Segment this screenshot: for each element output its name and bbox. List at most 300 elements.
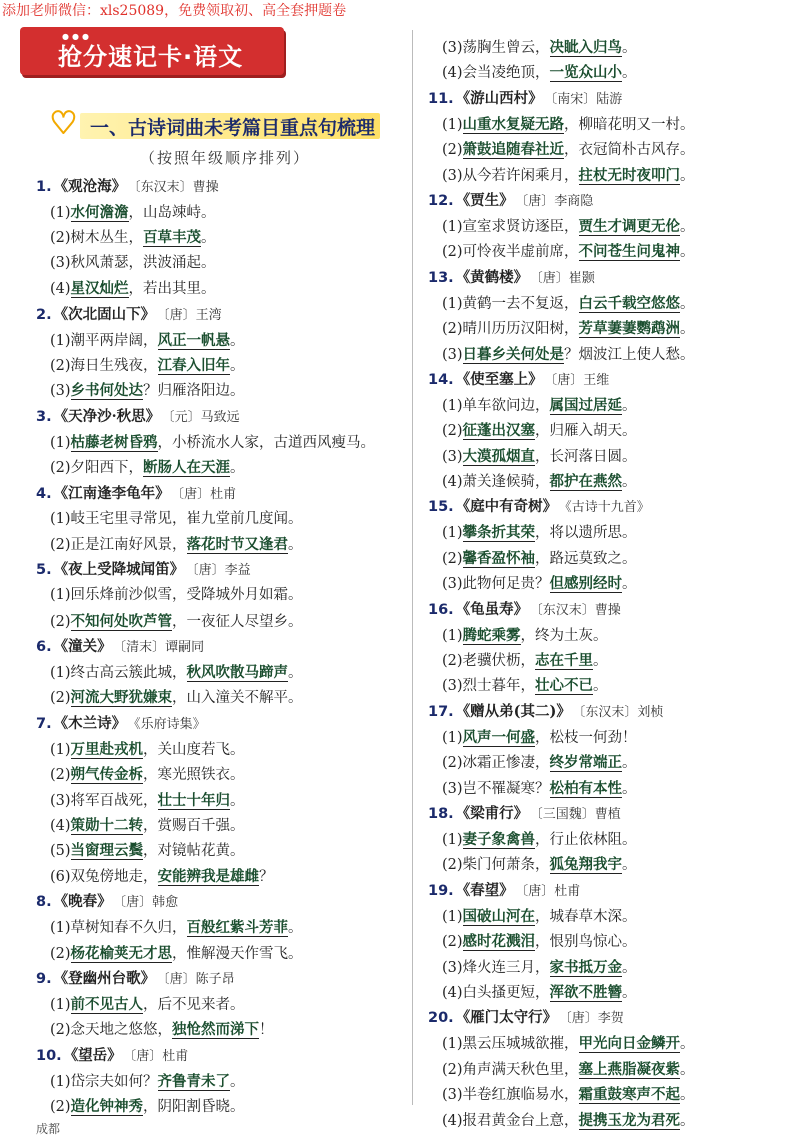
poem-title: 《登幽州台歌》 [53,969,156,987]
verse-text: 。 [593,678,608,695]
key-verse: 决眦入归鸟 [549,39,623,56]
verse-line [36,507,406,532]
key-verse: 万里赴戎机 [70,740,144,758]
verse-text: (1)岐王宅里寻常见，崔九堂前几度闻。 [50,510,303,527]
poem-author: 〔唐〕韩愈 [119,895,179,911]
verse-text: ，行止依林阻。 [535,831,637,848]
verse-text: (4) [50,818,71,835]
verse-text: 。 [288,665,303,682]
verse-text: (2)老骥伏枥， [442,653,536,670]
key-verse: 枯藤老树昏鸦 [70,433,158,451]
verse-line [36,378,406,403]
key-verse: 日暮乡关何处是 [462,345,565,363]
verse-line [428,418,778,443]
left-column [36,174,406,1120]
key-verse: 白云千载空悠悠 [578,294,681,312]
verse-text: ？ [259,868,274,885]
verse-text: (2) [442,550,463,567]
verse-text: (1)宣室求贤访逐臣， [442,218,579,235]
verse-line [428,725,778,750]
poem-author: 〔南宋〕陆游 [550,91,623,107]
verse-text: (2)晴川历历汉阳树， [442,321,579,338]
watermark-text: 添加老师微信：xls25089，免费领取初、高全套押题卷 [2,3,347,19]
key-verse: 都护在燕然 [549,473,623,491]
verse-text: (1)单车欲问边， [442,397,550,414]
verse-text: ，一夜征人尽望乡。 [172,613,303,630]
verse-line [428,980,778,1005]
verse-text: (2) [442,142,463,159]
poem-title: 《江南逢李龟年》 [53,484,170,502]
verse-text: 。 [680,321,695,338]
verse-line [36,328,406,353]
poem-heading [36,174,406,200]
poem-number: 11. [428,90,454,107]
verse-text: 。 [622,959,637,976]
verse-text: 。 [680,218,695,235]
poem-heading [428,367,778,393]
poem-heading [36,711,406,737]
poem-author: 《乐府诗集》 [134,716,206,732]
poem-number: 17. [428,703,454,720]
key-verse: 秋风吹散马蹄声 [186,664,289,682]
key-verse: 壮心不已 [535,677,594,695]
poem-title: 《晚春》 [53,893,112,911]
verse-text: ，关山度若飞。 [143,741,245,758]
section-subtitle: （按照年级顺序排列） [140,149,311,167]
verse-text: (3)秋风萧瑟，洪波涌起。 [50,254,216,271]
verse-text: (3)半卷红旗临易水， [442,1087,579,1104]
verse-text: ，路远莫致之。 [535,550,637,567]
poem-title: 《黄鹤楼》 [455,268,529,286]
verse-line [36,685,406,710]
verse-text: (1) [442,729,463,746]
key-verse: 甲光向日金鳞开 [578,1035,681,1053]
key-verse: 家书抵万金 [549,958,623,976]
verse-line [428,776,778,801]
verse-text: (2)可怜夜半虚前席， [442,244,579,261]
key-verse: 壮士十年归 [157,791,231,809]
poem-number: 5. [36,562,52,579]
poem-title: 《赠从弟(其二)》 [455,702,571,720]
poem-author: 〔唐〕崔颢 [536,270,595,286]
verse-text: (1) [50,996,71,1013]
verse-text: (2) [50,1099,71,1116]
verse-text: (2)念天地之悠悠， [50,1022,173,1039]
verse-text: (2) [50,945,71,962]
poem-number: 3. [36,408,52,425]
verse-text: ，松枝一何劲！ [535,729,637,746]
verse-line [428,112,778,137]
verse-line [428,214,778,239]
verse-line [36,609,406,634]
poem-heading [36,889,406,915]
verse-line [36,353,406,378]
key-verse: 志在千里 [535,652,594,670]
verse-text: ，恨别鸟惊心。 [535,934,637,951]
decorative-dots-icon: ●●● [62,32,92,41]
verse-text: (4)会当凌绝顶， [442,65,550,82]
key-verse: 大漠孤烟直 [462,447,536,465]
verse-text: (2) [50,767,71,784]
verse-text: (4)报君黄金台上意， [442,1112,579,1129]
verse-line [36,455,406,480]
verse-text: 。 [201,230,216,247]
verse-text: (1) [442,908,463,925]
verse-line [428,137,778,162]
poem-heading [428,801,778,827]
poem-heading [36,966,406,992]
verse-text: (2)海日生残夜， [50,357,158,374]
poem-author: 〔唐〕王湾 [163,307,222,323]
key-verse: 塞上燕脂凝夜紫 [578,1060,681,1078]
verse-line [36,660,406,685]
key-verse: 杨花榆荚无才思 [70,944,173,962]
verse-line [428,342,778,367]
verse-text: (3)将军百战死， [50,792,158,809]
verse-text: ？归雁洛阳边。 [143,383,245,400]
verse-line [428,444,778,469]
verse-text: ，衣冠简朴古风存。 [564,142,695,159]
verse-text: (4)白头搔更短， [442,984,550,1001]
poem-title: 《木兰诗》 [53,714,127,732]
verse-line [36,1069,406,1094]
poem-heading [36,481,406,507]
verse-line [36,532,406,557]
section-title: 一、古诗词曲未考篇目重点句梳理 [90,117,376,139]
verse-text: 。 [680,244,695,261]
verse-line [36,941,406,966]
key-verse: 贾生才调更无伦 [578,217,681,235]
verse-text: (3)烈士暮年， [442,678,536,695]
verse-line [36,276,406,301]
poem-heading [428,597,778,623]
verse-line [428,955,778,980]
verse-text: (1)黑云压城城欲摧， [442,1036,579,1053]
poem-title: 《观沧海》 [53,178,127,195]
verse-text: (2)树木丛生， [50,230,144,247]
poem-author: 〔三国魏〕曹植 [536,806,621,822]
verse-line [428,393,778,418]
key-verse: 水何澹澹 [70,204,129,221]
key-verse: 落花时节又逢君 [186,535,289,553]
poem-number: 1. [36,179,52,195]
verse-text: (4) [50,281,71,298]
verse-text: (1)潮平两岸阔， [50,332,158,349]
verse-text: ，山入潼关不解平。 [172,690,303,707]
poem-title: 《夜上受降城闻笛》 [53,561,185,579]
key-verse: 征蓬出汉塞 [462,422,536,440]
verse-text: ，长河落日圆。 [535,448,637,465]
verse-line [428,904,778,929]
verse-line [428,469,778,494]
right-column [428,35,778,1133]
verse-text: 。 [622,857,637,874]
poem-number: 18. [428,805,454,822]
poem-author: 〔东汉末〕刘桢 [578,704,664,720]
verse-text: (1) [442,627,463,644]
verse-text: 。 [622,397,637,414]
key-verse: 霜重鼓寒声不起 [578,1086,681,1104]
verse-text: (2) [50,690,71,707]
key-verse: 独怆然而涕下 [172,1021,260,1039]
verse-text: (3)烽火连三月， [442,959,550,976]
verse-line [428,1057,778,1082]
poem-author: 〔唐〕陈子昂 [163,971,235,987]
key-verse: 提携玉龙为君死 [578,1111,681,1129]
poem-title: 《天净沙·秋思》 [53,407,161,425]
verse-text: 。 [593,653,608,670]
key-verse: 策勋十二转 [70,817,144,835]
verse-line [428,239,778,264]
verse-line [428,520,778,545]
verse-line [428,291,778,316]
verse-text: (2) [442,423,463,440]
verse-line [36,1017,406,1042]
verse-text: (1) [50,741,71,758]
verse-text: ，终为土灰。 [520,627,608,644]
poem-number: 10. [36,1047,62,1064]
verse-line [428,35,778,60]
verse-text: ？烟波江上使人愁。 [564,346,695,363]
column-divider [412,30,413,1105]
verse-text: 。 [680,1036,695,1053]
verse-text: (1)终古高云簇此城， [50,665,187,682]
verse-line [36,838,406,863]
key-verse: 前不见古人 [70,995,144,1013]
key-verse: 星汉灿烂 [70,280,129,298]
poem-number: 15. [428,499,454,516]
verse-text: 。 [230,460,245,477]
verse-line [428,546,778,571]
verse-line [428,571,778,596]
verse-text: 。 [680,167,695,184]
poem-number: 14. [428,371,454,388]
poem-author: 〔唐〕王维 [550,372,610,388]
verse-line [36,430,406,455]
poem-heading [36,1043,406,1069]
key-verse: 感时花溅泪 [462,933,536,951]
poem-number: 12. [428,192,454,209]
verse-text: (3)此物何足贵？ [442,576,550,593]
poem-heading [36,634,406,660]
verse-text: ，后不见来者。 [143,996,245,1013]
verse-text: (3) [50,383,71,400]
poem-heading [428,699,778,725]
poem-number: 9. [36,970,52,987]
verse-text: 。 [288,536,303,553]
verse-text: (2)夕阳西下， [50,460,144,477]
poem-title: 《庭中有奇树》 [455,498,558,516]
verse-text: (2)角声满天秋色里， [442,1061,579,1078]
verse-text: (1) [442,831,463,848]
poem-author: 〔唐〕杜甫 [521,883,581,899]
verse-text: 。 [622,755,637,772]
poem-heading [428,86,778,112]
verse-text: 。 [622,65,637,82]
key-verse: 浑欲不胜簪 [549,983,623,1001]
poem-heading [36,404,406,430]
key-verse: 不问苍生问鬼神 [578,243,681,261]
key-verse: 百般红紫斗芳菲 [186,919,289,937]
poem-heading [36,557,406,583]
verse-text: 。 [680,1112,695,1129]
poem-author: 〔唐〕李益 [192,563,251,579]
key-verse: 断肠人在天涯 [143,459,231,477]
poem-number: 13. [428,269,454,286]
poem-number: 19. [428,882,454,899]
verse-text: (1) [442,116,463,133]
poem-title: 《使至塞上》 [455,370,543,388]
verse-text: (3) [442,448,463,465]
key-verse: 当窗理云鬓 [70,842,144,860]
verse-text: (3)荡胸生曾云， [442,40,550,56]
verse-text: ，山岛竦峙。 [128,205,216,221]
key-verse: 腾蛇乘雾 [462,626,521,644]
verse-line [428,852,778,877]
verse-line [428,316,778,341]
verse-line [36,992,406,1017]
key-verse: 百草丰茂 [143,229,202,247]
poem-number: 6. [36,639,52,656]
verse-line [428,163,778,188]
poem-number: 4. [36,485,52,502]
verse-text: (3)从今若许闲乘月， [442,167,579,184]
key-verse: 终岁常端正 [549,754,623,772]
key-verse: 但感别经时 [549,575,623,593]
poem-heading [428,265,778,291]
verse-text: (2) [442,934,463,951]
verse-text: 。 [230,1073,245,1090]
key-verse: 攀条折其荣 [462,524,536,542]
verse-text: ，寒光照铁衣。 [143,767,245,784]
verse-text: (2)冰霜正惨凄， [442,755,550,772]
verse-text: (1)回乐烽前沙似雪，受降城外月如霜。 [50,587,303,604]
poem-number: 20. [428,1010,454,1027]
verse-text: (2)正是江南好风景， [50,536,187,553]
poem-number: 16. [428,601,454,618]
poem-number: 8. [36,894,52,911]
verse-text: ，阴阳割昏晓。 [143,1099,245,1116]
verse-line [428,1108,778,1133]
poem-heading [428,188,778,214]
key-verse: 安能辨我是雄雌 [157,867,260,885]
poem-title: 《雁门太守行》 [455,1009,558,1027]
poem-author: 〔清末〕谭嗣同 [119,640,205,656]
footer-label: 成都 [36,1122,61,1136]
poem-author: 〔唐〕杜甫 [129,1048,189,1064]
verse-text: ，赏赐百千强。 [143,818,245,835]
heart-icon: ♥ [50,106,77,141]
key-verse: 江春入旧年 [157,356,231,374]
verse-text: 。 [622,576,637,593]
verse-text: (4)萧关逢候骑， [442,474,550,491]
verse-text: 。 [230,792,245,809]
poem-title: 《望岳》 [63,1046,122,1064]
poem-title: 《次北固山下》 [53,305,156,323]
verse-line [428,750,778,775]
verse-text: 。 [680,1087,695,1104]
verse-text: 。 [622,40,637,56]
key-verse: 乡书何处达 [70,382,144,400]
poem-heading [428,1005,778,1031]
key-verse: 馨香盈怀袖 [462,549,536,567]
verse-text: 。 [288,920,303,937]
verse-text: 。 [680,295,695,312]
poem-number: 2. [36,306,52,323]
verse-text: (3)岂不罹凝寒？ [442,780,550,797]
verse-line [428,929,778,954]
poem-number: 7. [36,715,52,732]
key-verse: 属国过居延 [549,396,623,414]
verse-text: ，对镜帖花黄。 [143,843,245,860]
key-verse: 河流大野犹嫌束 [70,689,173,707]
verse-line [36,762,406,787]
verse-line [36,251,406,276]
key-verse: 齐鲁青未了 [157,1072,231,1090]
verse-text: ，将以遗所思。 [535,525,637,542]
verse-line [36,864,406,889]
verse-text: (6)双兔傍地走， [50,868,158,885]
verse-text: ！ [259,1022,274,1039]
verse-text: 。 [230,332,245,349]
verse-line [36,583,406,608]
poem-title: 《梁甫行》 [455,804,529,822]
key-verse: 不知何处吹芦管 [70,612,173,630]
title-banner [20,27,284,75]
section-heading [50,107,395,143]
verse-line [428,827,778,852]
poem-author: 《古诗十九首》 [565,500,650,516]
page-title: 抢分速记卡·语文 [58,43,244,71]
key-verse: 一览众山小 [549,64,623,82]
verse-text: (1)黄鹤一去不复返， [442,295,579,312]
verse-text: (2)柴门何萧条， [442,857,550,874]
key-verse: 风声一何盛 [462,728,536,746]
verse-line [36,915,406,940]
poem-author: 〔东汉末〕曹操 [134,180,219,195]
verse-text: ，若出其里。 [128,281,216,298]
verse-text: 。 [230,357,245,374]
poem-author: 〔唐〕李商隐 [521,193,594,209]
key-verse: 松柏有本性 [549,779,623,797]
verse-line [428,60,778,85]
verse-text: ，柳暗花明又一村。 [564,116,695,133]
verse-text: ，惟解漫天作雪飞。 [172,945,303,962]
verse-text: (2) [50,613,71,630]
poem-title: 《春望》 [455,881,514,899]
verse-line [428,623,778,648]
poem-title: 《龟虽寿》 [455,600,529,618]
poem-title: 《潼关》 [53,638,112,656]
key-verse: 风正一帆悬 [157,331,231,349]
poem-heading [36,302,406,328]
key-verse: 朔气传金柝 [70,766,144,784]
poem-title: 《游山西村》 [455,89,543,107]
verse-line [428,673,778,698]
key-verse: 拄杖无时夜叩门 [578,166,681,184]
key-verse: 造化钟神秀 [70,1098,144,1116]
poem-author: 〔唐〕李贺 [565,1011,624,1027]
poem-heading [428,878,778,904]
verse-text: (5) [50,843,71,860]
key-verse: 山重水复疑无路 [462,115,565,133]
key-verse: 妻子象禽兽 [462,830,536,848]
verse-line [428,1082,778,1107]
poem-author: 〔元〕马致远 [168,409,240,425]
verse-line [36,788,406,813]
verse-text: (1)岱宗夫如何？ [50,1073,158,1090]
key-verse: 箫鼓追随春社近 [462,141,565,159]
